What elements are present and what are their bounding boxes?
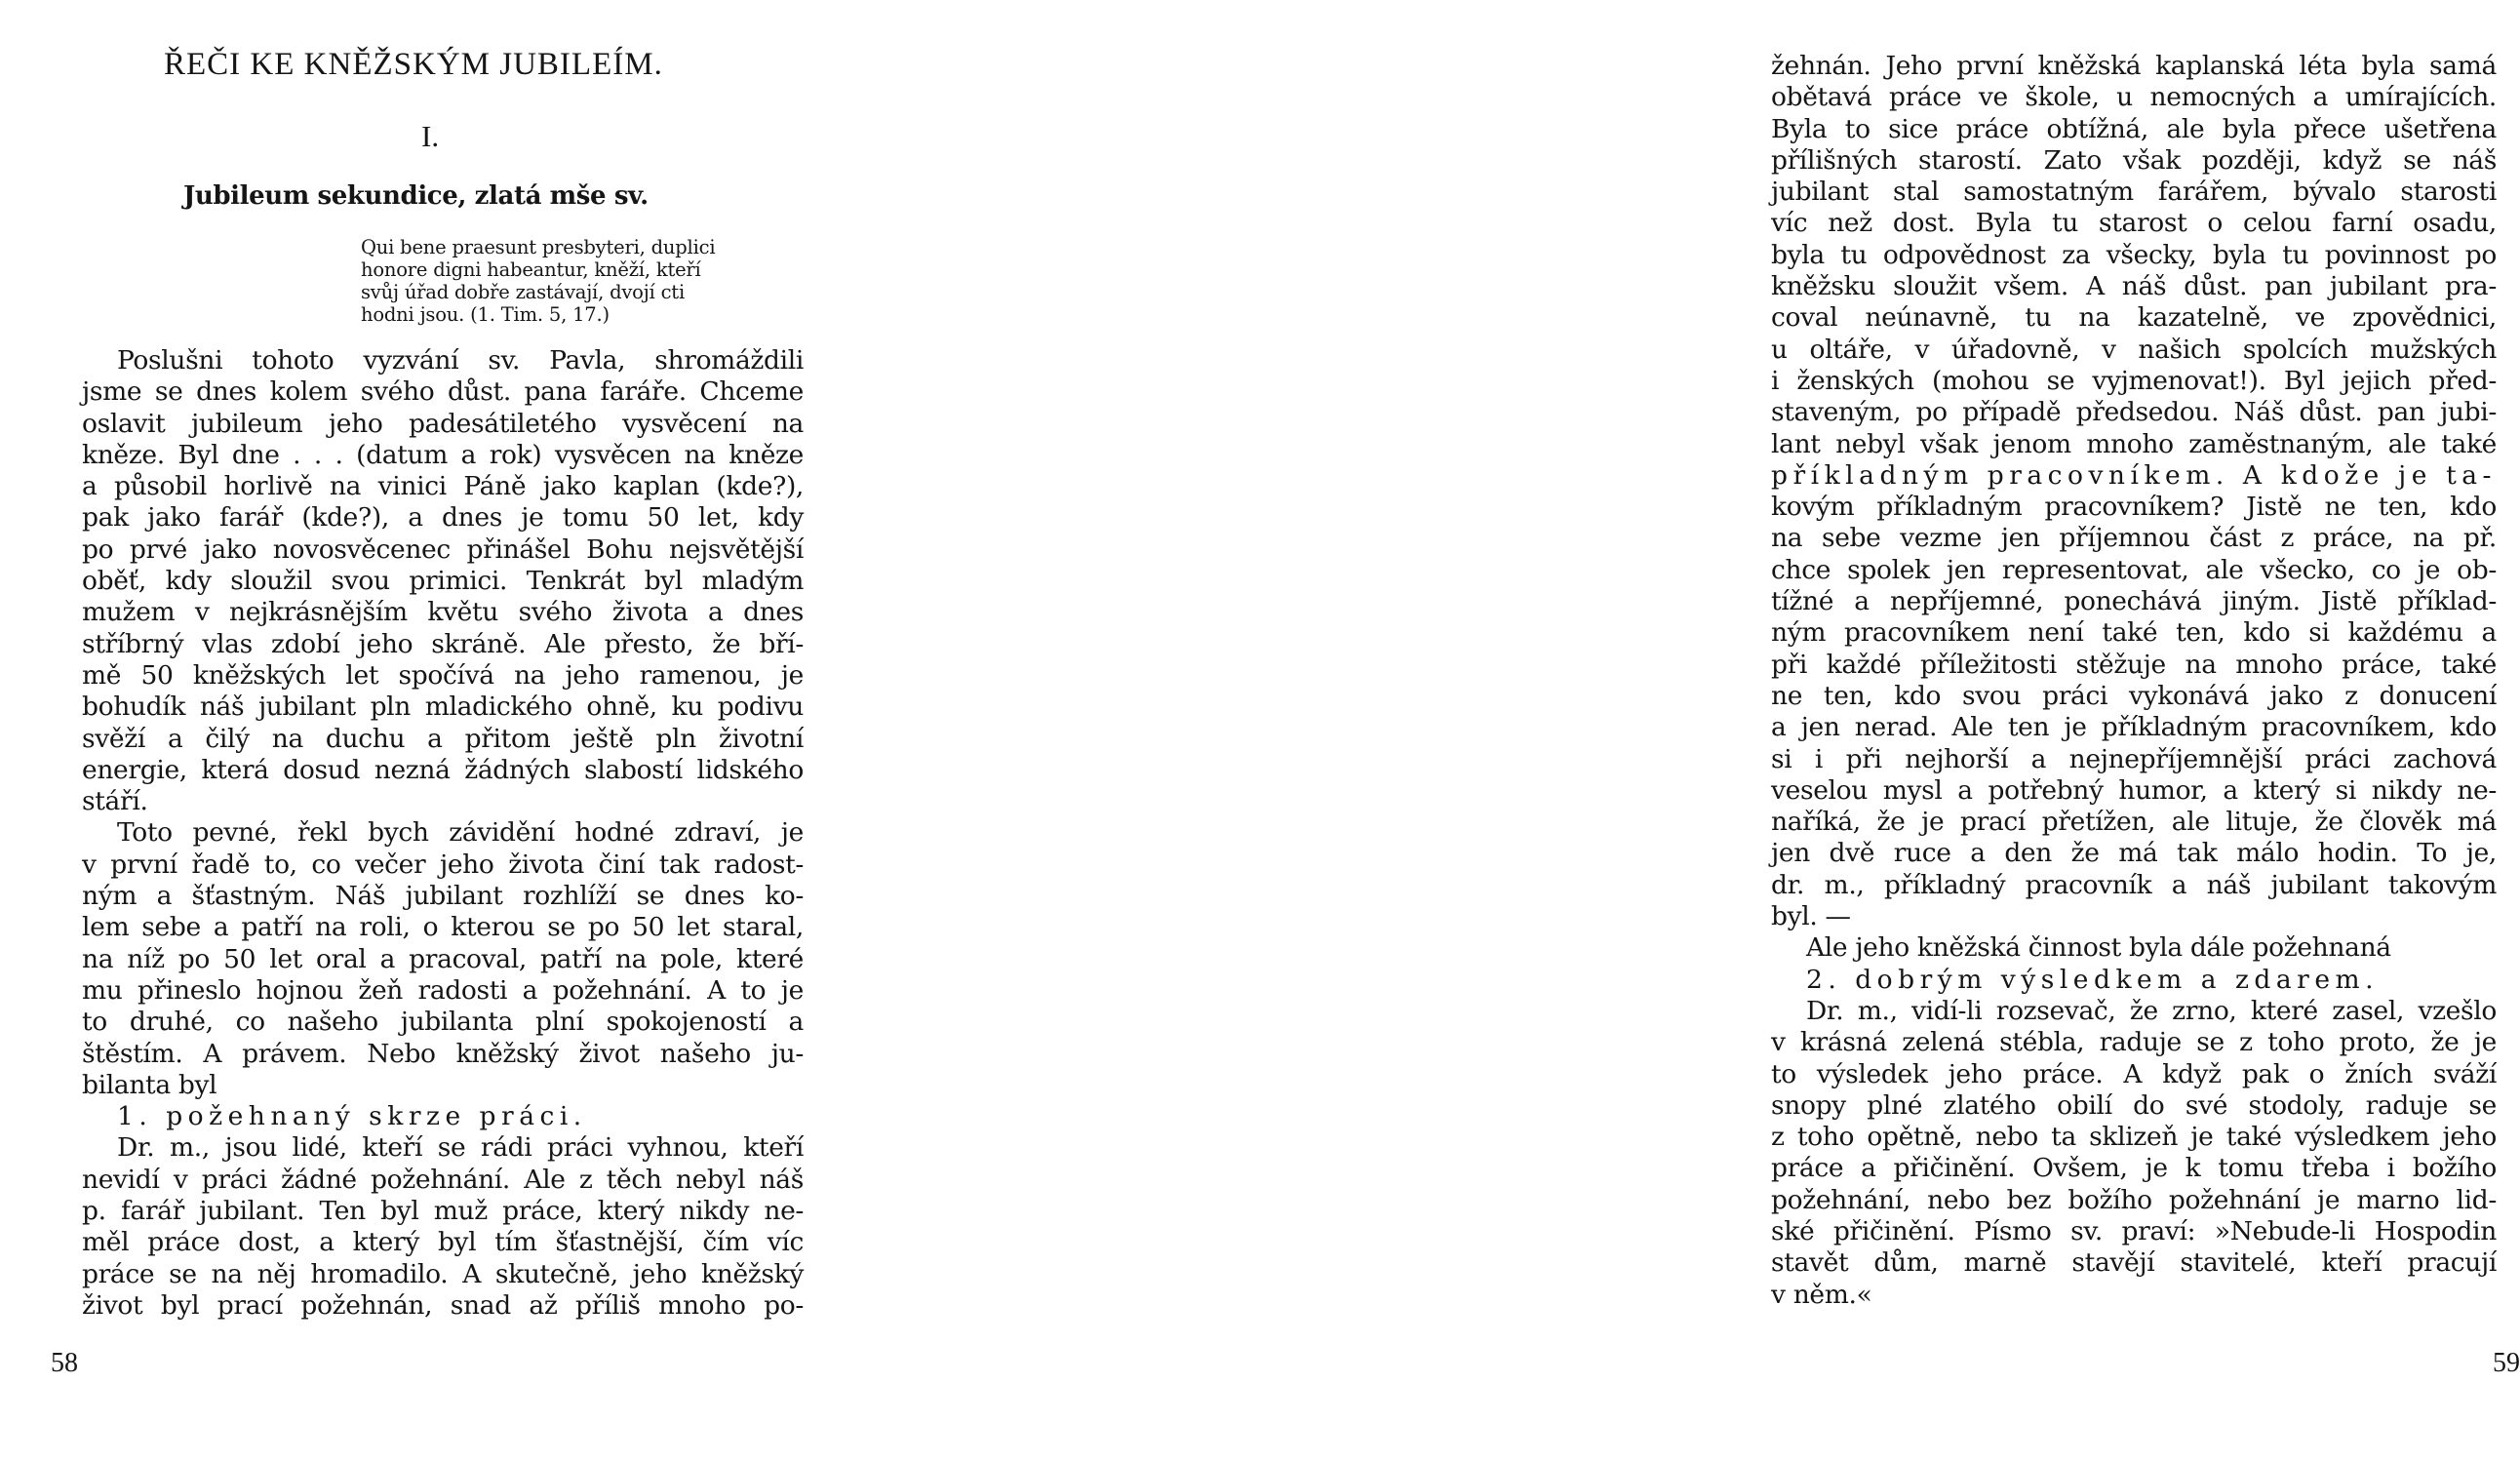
text-line: bilanta byl: [82, 1069, 217, 1100]
text-line: coval neúnavně, tu na kazatelně, ve zpovědnici,: [1771, 302, 2497, 334]
text-line: obětavá práce ve škole, u nemocných a umírajících.: [1771, 82, 2497, 113]
numbered-heading: 1. požehnaný skrze práci.: [117, 1101, 587, 1132]
left-page: [0, 0, 854, 1463]
text-line: ným pracovníkem není také ten, kdo si každému a: [1771, 617, 2497, 649]
text-line: mě 50 kněžských let spočívá na jeho ramenou, je: [82, 659, 804, 691]
epigraph-line: svůj úřad dobře zastávají, dvojí cti: [361, 281, 685, 303]
text-line: i ženských (mohou se vyjmenovat!). Byl jejich před-: [1771, 365, 2497, 396]
text-line: stavět dům, marně stavějí stavitelé, kteří pracují: [1771, 1247, 2497, 1279]
right-body-text: [1771, 51, 2497, 1311]
section-number: I.: [421, 119, 440, 153]
text-line: naříká, že je prací přetížen, ale lituje, že člověk má: [1771, 807, 2497, 838]
text-line: energie, která dosud nezná žádných slabostí lidského: [82, 754, 804, 785]
text-line: byla tu odpovědnost za všecky, byla tu povinnost po: [1771, 239, 2497, 270]
text-line: a jen nerad. Ale ten je příkladným pracovníkem, kdo: [1771, 712, 2497, 743]
text-line: staveným, po případě předsedou. Náš důst. pan jubi-: [1771, 397, 2497, 428]
text-line: Poslušni tohoto vyzvání sv. Pavla, shromáždili: [117, 345, 804, 376]
text-line: a působil horlivě na vinici Páně jako kaplan (kde?),: [82, 471, 804, 502]
epigraph-line: honore digni habeantur, kněží, kteří: [361, 258, 701, 281]
text-line: v něm.«: [1771, 1279, 1872, 1310]
text-line: Byla to sice práce obtížná, ale byla přece ušetřena: [1771, 113, 2497, 144]
text-line: kovým příkladným pracovníkem? Jistě ne ten, kdo: [1771, 492, 2497, 523]
text-line: mužem v nejkrásnějším květu svého života a dnes: [82, 597, 804, 628]
epigraph-line: Qui bene praesunt presbyteri, duplici: [361, 236, 716, 258]
chapter-title: ŘEČI KE KNĚŽSKÝM JUBILEÍM.: [164, 47, 663, 82]
text-line: Toto pevné, řekl bych závidění hodné zdraví, je: [117, 817, 804, 849]
text-line: jen dvě ruce a den že má tak málo hodin. To je,: [1771, 838, 2497, 869]
text-line: oběť, kdy sloužil svou primici. Tenkrát byl mladým: [82, 566, 804, 597]
text-line: lem sebe a patří na roli, o kterou se po 50 let staral,: [82, 912, 804, 943]
text-line: příkladným pracovníkem. A kdože je ta-: [1771, 459, 2497, 491]
text-line: dr. m., příkladný pracovník a náš jubilant takovým: [1771, 869, 2497, 900]
left-body-text: [82, 345, 804, 1322]
text-line: si i při nejhorší a nejnepříjemnější práci zachová: [1771, 743, 2497, 774]
text-line: na sebe vezme jen příjemnou část z práce, na př.: [1771, 523, 2497, 554]
text-line: oslavit jubileum jeho padesátiletého vysvěcení na: [82, 408, 804, 439]
text-line: nevidí v práci žádné požehnání. Ale z těch nebyl náš: [82, 1164, 804, 1195]
text-line: Dr. m., jsou lidé, kteří se rádi práci vyhnou, kteří: [117, 1132, 804, 1164]
text-line: z toho opětně, nebo ta sklizeň je také výsledkem jeho: [1771, 1122, 2497, 1153]
text-line: práce se na něj hromadilo. A skutečně, jeho kněžský: [82, 1258, 804, 1289]
text-line: Ale jeho kněžská činnost byla dále požehnaná: [1806, 932, 2391, 964]
text-line: po prvé jako novosvěcenec přinášel Bohu nejsvětější: [82, 534, 804, 565]
text-line: práce a přičinění. Ovšem, je k tomu třeba i božího: [1771, 1153, 2497, 1184]
text-line: kněze. Byl dne . . . (datum a rok) vysvěcen na kněze: [82, 439, 804, 470]
text-line: jsme se dnes kolem svého důst. pana faráře. Chceme: [82, 376, 804, 408]
text-line: kněžsku sloužit všem. A náš důst. pan jubilant pra-: [1771, 271, 2497, 302]
text-line: snopy plné zlatého obilí do své stodoly, raduje se: [1771, 1089, 2497, 1121]
section-subtitle: Jubileum sekundice, zlatá mše sv.: [183, 181, 649, 211]
text-line: tížné a nepříjemné, ponechává jiným. Jistě příklad-: [1771, 586, 2497, 617]
text-line: na níž po 50 let oral a pracoval, patří na pole, které: [82, 943, 804, 974]
epigraph: [361, 236, 819, 326]
text-line: v krásná zelená stébla, raduje se z toho proto, že je: [1771, 1027, 2497, 1058]
text-line: žehnán. Jeho první kněžská kaplanská léta byla samá: [1771, 51, 2497, 81]
text-line: jubilant stal samostatným farářem, bývalo starosti: [1771, 177, 2497, 208]
text-line: měl práce dost, a který byl tím šťastnější, čím víc: [82, 1227, 804, 1258]
page-number: 59: [2493, 1348, 2520, 1378]
text-line: svěží a čilý na duchu a přitom ještě pln životní: [82, 723, 804, 754]
text-line: ne ten, kdo svou práci vykonává jako z donucení: [1771, 680, 2497, 711]
text-line: při každé příležitosti stěžuje na mnoho práce, také: [1771, 649, 2497, 680]
text-line: v první řadě to, co večer jeho života činí tak radost-: [82, 849, 804, 880]
text-line: mu přineslo hojnou žeň radosti a požehnání. A to je: [82, 974, 804, 1006]
text-line: stáří.: [82, 786, 148, 817]
text-line: bohudík náš jubilant pln mladického ohně, ku podivu: [82, 692, 804, 723]
text-line: stříbrný vlas zdobí jeho skráně. Ale přesto, že bří-: [82, 628, 804, 659]
epigraph-line: hodni jsou. (1. Tim. 5, 17.): [361, 303, 610, 326]
text-line: ské přičinění. Písmo sv. praví: »Nebude-li Hospodin: [1771, 1215, 2497, 1246]
page-number: 58: [51, 1348, 78, 1378]
text-line: štěstím. A právem. Nebo kněžský život našeho ju-: [82, 1038, 804, 1069]
right-page: [854, 0, 2520, 1463]
text-line: víc než dost. Byla tu starost o celou farní osadu,: [1771, 208, 2497, 239]
text-line: chce spolek jen representovat, ale všecko, co je ob-: [1771, 554, 2497, 585]
text-line: ným a šťastným. Náš jubilant rozhlíží se dnes ko-: [82, 881, 804, 912]
text-line: lant nebyl však jenom mnoho zaměstnaným, ale také: [1771, 428, 2497, 459]
text-line: požehnání, nebo bez božího požehnání je marno lid-: [1771, 1184, 2497, 1215]
text-line: p. farář jubilant. Ten byl muž práce, který nikdy ne-: [82, 1196, 804, 1227]
numbered-heading: 2. dobrým výsledkem a zdarem.: [1806, 964, 2380, 995]
text-line: to výsledek jeho práce. A když pak o žních sváží: [1771, 1058, 2497, 1089]
text-line: veselou mysl a potřebný humor, a který si nikdy ne-: [1771, 774, 2497, 806]
text-line: byl. —: [1771, 901, 1851, 932]
text-line: to druhé, co našeho jubilanta plní spokojeností a: [82, 1007, 804, 1038]
text-line: přílišných starostí. Zato však později, když se náš: [1771, 144, 2497, 176]
text-line: Dr. m., vidí-li rozsevač, že zrno, které zasel, vzešlo: [1806, 995, 2497, 1026]
text-line: život byl prací požehnán, snad až příliš mnoho po-: [82, 1289, 804, 1321]
text-line: u oltáře, v úřadovně, v našich spolcích mužských: [1771, 334, 2497, 365]
text-line: pak jako farář (kde?), a dnes je tomu 50 let, kdy: [82, 502, 804, 534]
